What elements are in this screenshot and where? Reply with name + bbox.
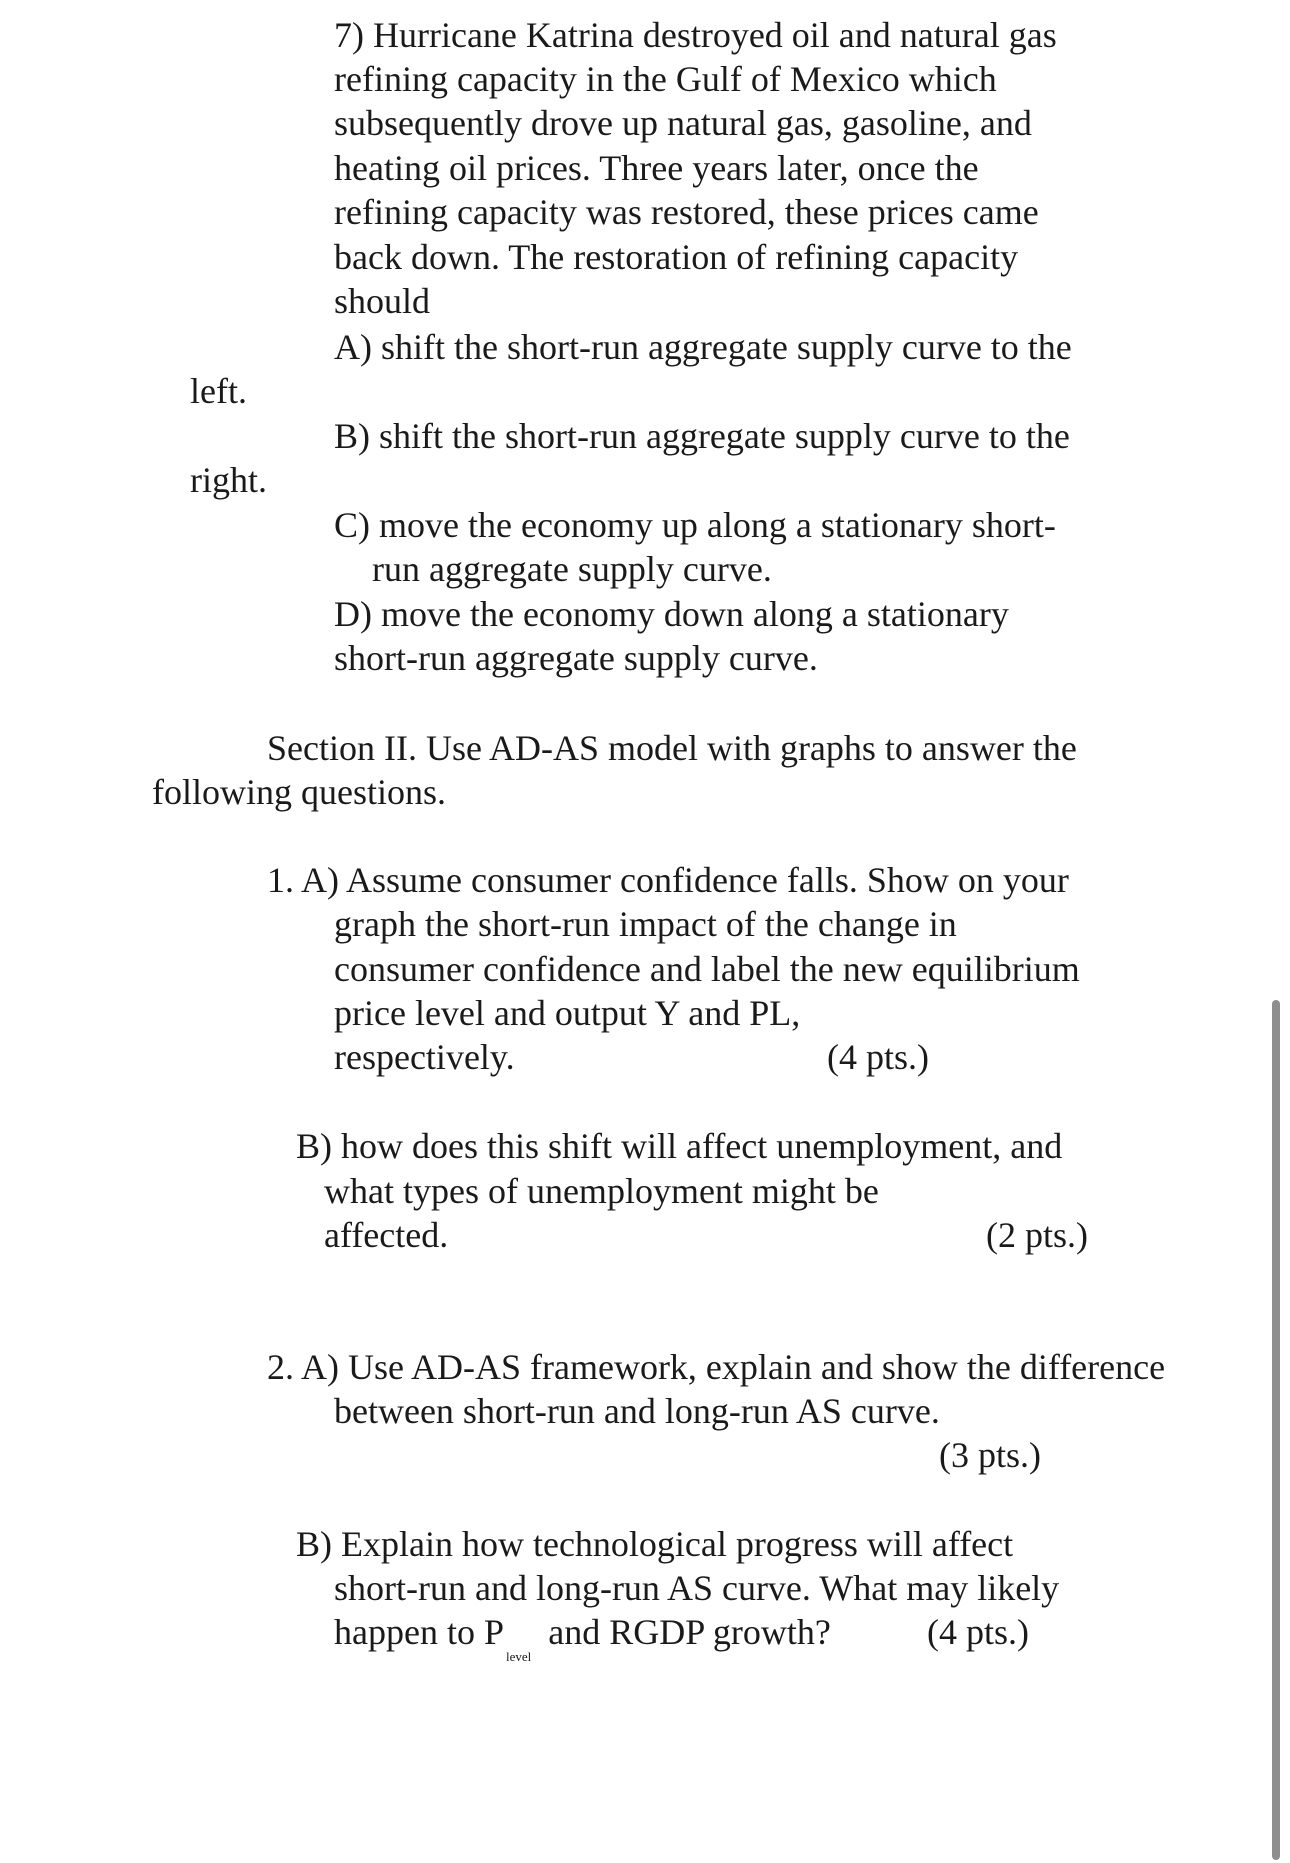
q2a-line-1: 2. A) Use AD-AS framework, explain and show the difference xyxy=(267,1347,1166,1387)
q1b-line-3: affected. xyxy=(324,1215,449,1255)
q7-option-b-tail: right. xyxy=(190,460,267,500)
q7-stem-line-2: refining capacity in the Gulf of Mexico which xyxy=(334,59,997,99)
q7-option-d-line-2: short-run aggregate supply curve. xyxy=(334,638,818,678)
q7-stem-line-1: 7) Hurricane Katrina destroyed oil and natural gas xyxy=(334,15,1057,55)
q2b-subscript-level: level xyxy=(505,1649,532,1664)
q1b-line-2: what types of unemployment might be xyxy=(324,1171,879,1211)
q2b-line-2: short-run and long-run AS curve. What may likely xyxy=(334,1568,1060,1608)
q7-option-a: A) shift the short-run aggregate supply curve to the xyxy=(334,327,1072,367)
q1a-points: (4 pts.) xyxy=(827,1037,929,1077)
section-2-heading: Section II. Use AD-AS model with graphs to answer the xyxy=(267,728,1077,768)
q2a-line-2: between short-run and long-run AS curve. xyxy=(334,1391,940,1431)
q7-stem-line-4: heating oil prices. Three years later, once the xyxy=(334,148,979,188)
q1a-line-3: consumer confidence and label the new equilibrium xyxy=(334,949,1080,989)
q1a-line-4: price level and output Y and PL, xyxy=(334,993,801,1033)
q2b-line-1: B) Explain how technological progress will affect xyxy=(296,1524,1014,1564)
q7-stem-line-7: should xyxy=(334,281,431,321)
q2b-suffix: and RGDP growth? xyxy=(539,1612,831,1652)
q2a-points: (3 pts.) xyxy=(939,1435,1041,1475)
q7-option-a-tail: left. xyxy=(190,371,247,411)
q2b-prefix: happen to P xyxy=(334,1612,504,1652)
q7-stem-line-3: subsequently drove up natural gas, gasoline, and xyxy=(334,103,1032,143)
q7-stem-line-6: back down. The restoration of refining capacity xyxy=(334,237,1019,277)
vertical-scrollbar[interactable] xyxy=(1272,1000,1280,1860)
q7-stem-line-5: refining capacity was restored, these prices came xyxy=(334,192,1039,232)
q1a-line-1: 1. A) Assume consumer confidence falls. Show on your xyxy=(267,860,1069,900)
q2b-points: (4 pts.) xyxy=(927,1612,1029,1652)
q7-option-c-line-2: run aggregate supply curve. xyxy=(372,549,772,589)
q1a-line-2: graph the short-run impact of the change in xyxy=(334,904,957,944)
section-2-heading-cont: following questions. xyxy=(152,772,446,812)
q1b-line-1: B) how does this shift will affect unemployment, and xyxy=(296,1126,1063,1166)
q1b-points: (2 pts.) xyxy=(986,1215,1088,1255)
q7-option-b: B) shift the short-run aggregate supply curve to the xyxy=(334,416,1070,456)
q1a-line-5: respectively. xyxy=(334,1037,515,1077)
q7-option-d-line-1: D) move the economy down along a stationary xyxy=(334,594,1009,634)
q7-option-c-line-1: C) move the economy up along a stationary short- xyxy=(334,505,1056,545)
q2b-line-3 xyxy=(334,1610,831,1662)
